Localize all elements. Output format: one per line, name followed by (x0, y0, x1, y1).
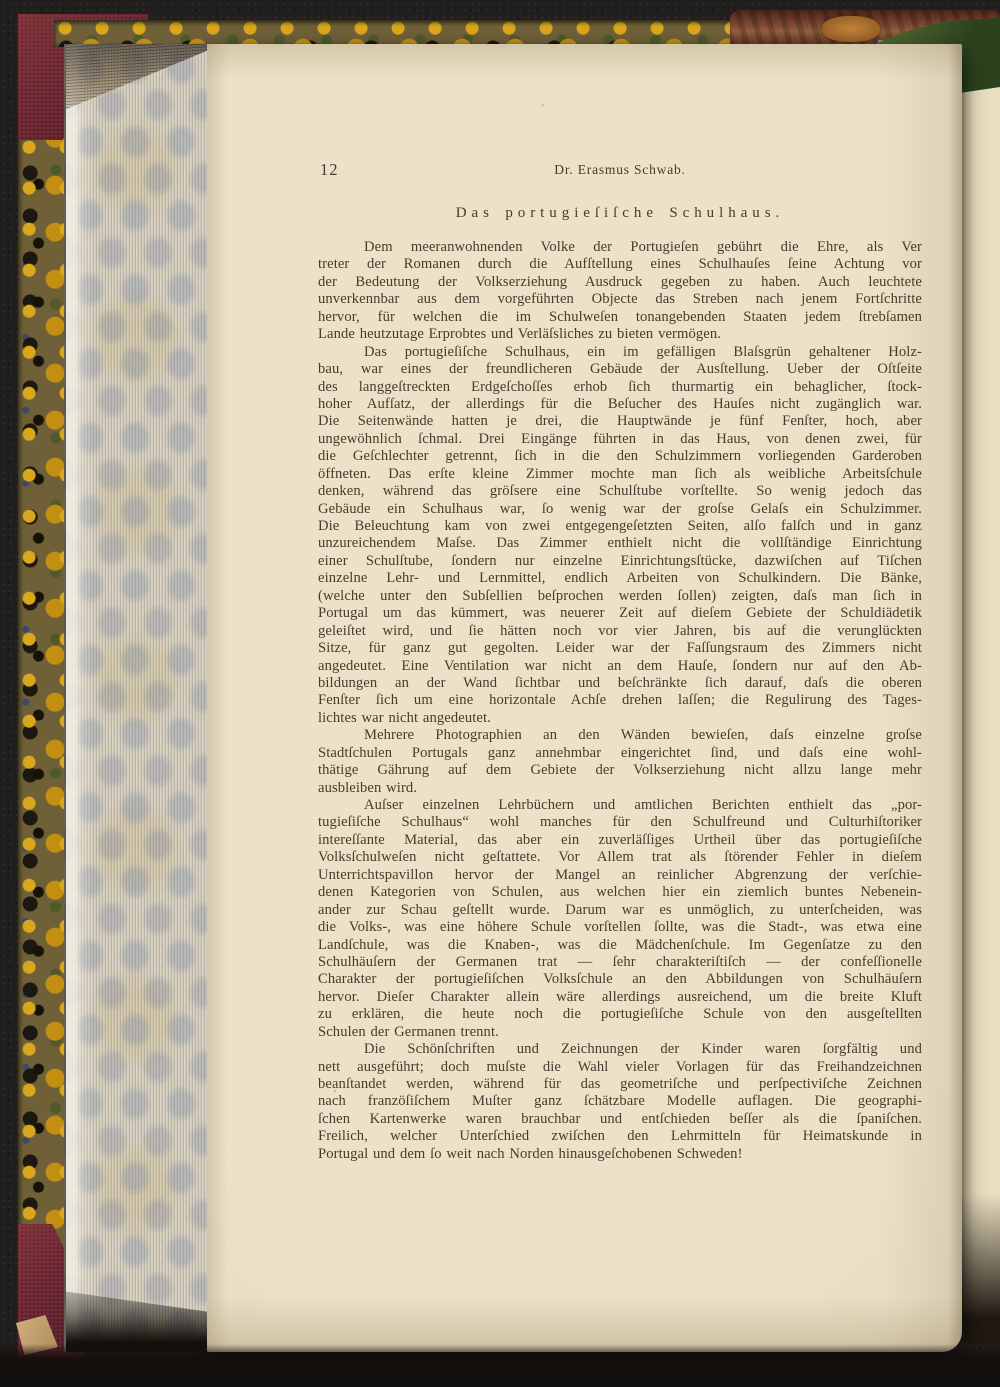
text-line: ſchen Kartenwerke waren brauchbar und entſchieden beſſer als die ſpaniſchen. (318, 1110, 922, 1127)
text-line: Unterrichtspavillon hervor der Mangel an reinlicher Abgrenzung der verſchie- (318, 866, 922, 883)
text-line: Lande heutzutage Erprobtes und Verläſsliches zu bieten vermögen. (318, 326, 721, 343)
text-line: ander zur Schau geſtellt wurde. Darum war es unmöglich, zu unterſcheiden, was (318, 901, 922, 918)
text-line: unzureichendem Maſse. Das Zimmer enthielt nicht die vollſtändige Einrichtung (318, 535, 922, 552)
text-line: Die Seitenwände hatten je drei, die Hauptwände je fünf Fenſter, hoch, aber (318, 413, 922, 430)
running-head: Dr. Erasmus Schwab. (554, 162, 686, 177)
spine-head-patch (822, 16, 880, 42)
text-line: lichtes war nicht angedeutet. (318, 709, 491, 726)
page-number: 12 (320, 160, 339, 179)
text-line: Stadtſchulen Portugals ganz annehmbar eingerichtet ſind, und daſs eine wohl- (318, 744, 922, 761)
text-line: treter der Romanen durch die Aufſtellung eines Schulhauſes ſeine Achtung vor (318, 256, 922, 273)
text-line: Schulhäuſern der Germanen trat — ſehr charakteriſtiſch — der confeſſionelle (318, 953, 922, 970)
text-line: nett ausgeführt; doch muſste die Wahl vieler Vorlagen für das Freihandzeichnen (318, 1058, 922, 1075)
text-line: angedeutet. Eine Ventilation war nicht an dem Hauſe, ſondern nur auf den Ab- (318, 657, 922, 674)
text-line: bildungen an der Wand ſichtbar und beſchränkte ſich darauf, daſs die oberen (318, 674, 922, 691)
paragraph (318, 727, 922, 797)
page-body (318, 239, 922, 1163)
text-line: einzelne Lehr- und Lernmittel, endlich Arbeiten von Schulkindern. Die Bänke, (318, 570, 922, 587)
text-line: nach franzöſiſchem Muſter ganz ſchätzbare Modelle auflagen. Die geographi- (318, 1093, 922, 1110)
text-line: des langgeſtreckten Erdgeſchoſſes erhob ſich thurmartig ein behaglicher, ſtock- (318, 378, 922, 395)
text-line: Charakter der portugieſiſchen Volksſchule an den Abbildungen von Schulhäuſern (318, 971, 922, 988)
paragraph (318, 239, 922, 344)
text-line: Gebäude ein Schulhaus war, ſo wenig war der groſse Gelaſs ein Schulzimmer. (318, 500, 922, 517)
text-line: zu erklären, die heute noch die portugieſiſche Schule von den ausgeſtellten (318, 1006, 922, 1023)
paragraph (318, 344, 922, 728)
text-line: Volksſchulweſen nicht geſtattete. Vor Allem trat als ſtörender Fehler in dieſem (318, 849, 922, 866)
text-line: Freilich, welcher Unterſchied zwiſchen den Lehrmitteln für Heimatskunde in (318, 1128, 922, 1145)
text-line: tugieſiſche Schulhaus“ wohl manches für den Schulfreund und Culturhiſtoriker (318, 814, 922, 831)
text-line: Dem meeranwohnenden Volke der Portugieſen gebührt die Ehre, als Ver (364, 239, 922, 255)
top-edge-marbled-strip (54, 20, 754, 47)
paragraph (318, 797, 922, 1041)
text-line: Portugal und dem ſo weit nach Norden hinausgeſchobenen Schweden! (318, 1145, 743, 1162)
text-line: unverkennbar aus dem vorgeführten Objecte das Streben nach jenem Fortſchritte (318, 291, 922, 308)
text-line: hervor. Dieſer Charakter allein wäre allerdings ausreichend, um die breite Kluft (318, 988, 922, 1005)
text-line: Fenſter ſich um eine horizontale Achſe drehen laſſen; die Regulirung des Tages- (318, 692, 922, 709)
page-header (318, 160, 922, 182)
next-page-edge (958, 48, 1000, 1344)
text-line: einer Schulſtube, ſondern nur einzelne Einrichtungsſtücke, dazwiſchen auf Tiſchen (318, 552, 922, 569)
text-line: hervor, für welchen die im Schulweſen tonangebenden Staaten jedem ſtrebſamen (318, 308, 922, 325)
text-line: Die Beleuchtung kam von zwei entgegengeſetzten Seiten, alſo falſch und in ganz (318, 518, 922, 534)
text-line: denen Kategorien von Schulen, aus welchen hier ein ziemlich buntes Nebenein- (318, 884, 922, 901)
text-line: bau, war eines der freundlicheren Gebäude der Ausſtellung. Ueber der Oſtſeite (318, 361, 922, 378)
text-line: der Bedeutung der Volkserziehung Ausdruck gegeben zu haben. Auch leuchtete (318, 273, 922, 290)
book-page (202, 44, 962, 1352)
text-line: Die Schönſchriften und Zeichnungen der Kinder waren ſorgfältig und (364, 1041, 922, 1058)
text-line: thätige Gährung auf dem Gebiete der Volkserziehung nicht allzu lange mehr (318, 762, 922, 779)
text-line: ausbleiben wird. (318, 779, 418, 796)
text-line: Sitze, für ganz gut gegolten. Leider war der Faſſungsraum des Zimmers nicht (318, 640, 922, 657)
text-line: Das portugieſiſche Schulhaus, ein im gefälligen Blaſsgrün gehaltener Holz- (364, 343, 922, 360)
text-line: die Volks-, was eine höhere Schule vorſtellen ſollte, was die Stadt-, was etwa eine (318, 919, 922, 936)
text-line: Schulen der Germanen trennt. (318, 1023, 499, 1040)
text-line: Landſchule, was die Knaben-, was die Mädchenſchule. Im Gegenſatze zu den (318, 936, 922, 953)
text-line: ungewöhnlich ſchmal. Drei Eingänge führten in das Haus, von denen zwei, für (318, 430, 922, 447)
paragraph (318, 1041, 922, 1163)
text-line: beanſtandet werden, während für das geometriſche und perſpectiviſche Zeichnen (318, 1076, 922, 1092)
page-title: Das portugieſiſche Schulhaus. (455, 205, 785, 221)
bottom-shadow (0, 1344, 1000, 1387)
text-line: (welche unter den Subſellien beſprochen werden ſollen) zeigten, daſs man ſich in (318, 587, 922, 604)
text-line: Portugal um das kümmert, was neuerer Zeit auf dieſem Gebiete der Schuldiädetik (318, 605, 922, 622)
text-line: denken, während das gröſsere eine Schulſtube vorſtellte. So wenig jedoch das (318, 483, 922, 500)
page-stack-fore-edge (64, 44, 207, 1352)
text-line: hoher Aufſatz, der allerdings für die Beſucher des Hauſes nicht zugänglich war. (318, 395, 922, 412)
text-line: Auſser einzelnen Lehrbüchern und amtlichen Berichten enthielt das „por- (364, 797, 922, 813)
text-line: intereſſante Material, das aber ein zuverläſſiges Urtheil über das portugieſiſche (318, 831, 922, 848)
text-line: öffneten. Das erſte kleine Zimmer mochte man ſich als weibliche Arbeitsſchule (318, 465, 922, 482)
text-line: die Geſchlechter getrennt, ſich in die den Schulzimmern vorliegenden Garderoben (318, 448, 922, 465)
text-line: Mehrere Photographien an den Wänden bewieſen, daſs einzelne groſse (364, 727, 922, 744)
text-line: geleiſtet wird, und ſie hätten noch vor vier Jahren, bis auf die verunglückten (318, 622, 922, 639)
